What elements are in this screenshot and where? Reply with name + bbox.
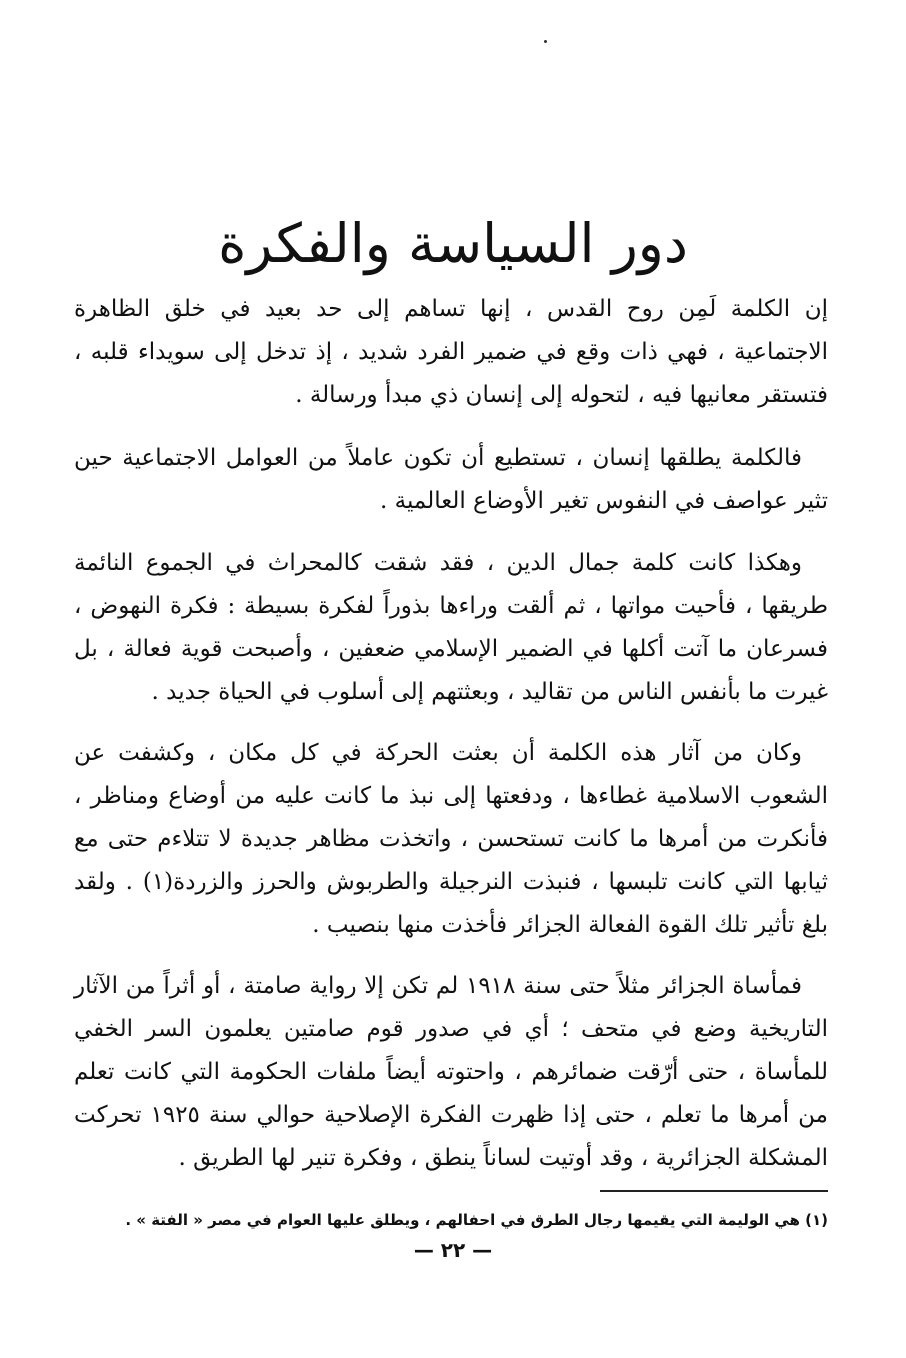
page-title: دور السياسة والفكرة <box>218 212 688 276</box>
paragraph-5: فمأساة الجزائر مثلاً حتى سنة ١٩١٨ لم تكن إلا رواية صامتة ، أو أثراً من الآثار التاريخية وضع في متحف ؛ أي في صدور قوم صامتين يعلمون السر الخفي للمأساة ، حتى أرّقت ضمائرهم ، واحتوته أيضاً ملفات الحكومة التي كانت تعلم من أمرها ما تعلم ، حتى إذا ظهرت الفكرة الإصلاحية حوالي سنة ١٩٢٥ تحركت المشكلة الجزائرية ، وقد أوتيت لساناً ينطق ، وفكرة تنير لها الطريق . <box>74 973 828 1171</box>
paragraph-2: فالكلمة يطلقها إنسان ، تستطيع أن تكون عاملاً من العوامل الاجتماعية حين تثير عواصف في النفوس تغير الأوضاع العالمية . <box>74 445 828 514</box>
paragraph-1: إن الكلمة لَمِن روح القدس ، إنها تساهم إلى حد بعيد في خلق الظاهرة الاجتماعية ، فهي ذات وقع في ضمير الفرد شديد ، إذ تدخل إلى سويداء قلبه ، فتستقر معانيها فيه ، لتحوله إلى إنسان ذي مبدأ ورسالة . <box>74 296 828 408</box>
paragraph-4: وكان من آثار هذه الكلمة أن بعثت الحركة في كل مكان ، وكشفت عن الشعوب الاسلامية غطاءها ، ودفعتها إلى نبذ ما كانت عليه من أوضاع ومناظر ، فأنكرت من أمرها ما كانت تستحسن ، واتخذت مظاهر جديدة لا تتلاءم حتى مع ثيابها التي كانت تلبسها ، فنبذت النرجيلة والطربوش والحرز والزردة(١) . ولقد بلغ تأثير تلك القوة الفعالة الجزائر فأخذت منها بنصيب . <box>74 740 828 938</box>
paragraph-3: وهكذا كانت كلمة جمال الدين ، فقد شقت كالمحراث في الجموع النائمة طريقها ، فأحيت مواتها ، ثم ألقت وراءها بذوراً لفكرة بسيطة : فكرة النهوض ، فسرعان ما آتت أكلها في الضمير الإسلامي ضعفين ، وأصبحت قوية فعالة ، بل غيرت ما بأنفس الناس من تقاليد ، وبعثتهم إلى أسلوب في الحياة جديد . <box>74 550 828 705</box>
footnote: (١) هي الوليمة التي يقيمها رجال الطرق في احفالهم ، ويطلق عليها العوام في مصر « الفتة » . <box>125 1211 828 1229</box>
stray-dot <box>544 40 547 43</box>
page-number: — ٢٢ — <box>413 1238 493 1262</box>
footnote-divider <box>600 1190 828 1192</box>
